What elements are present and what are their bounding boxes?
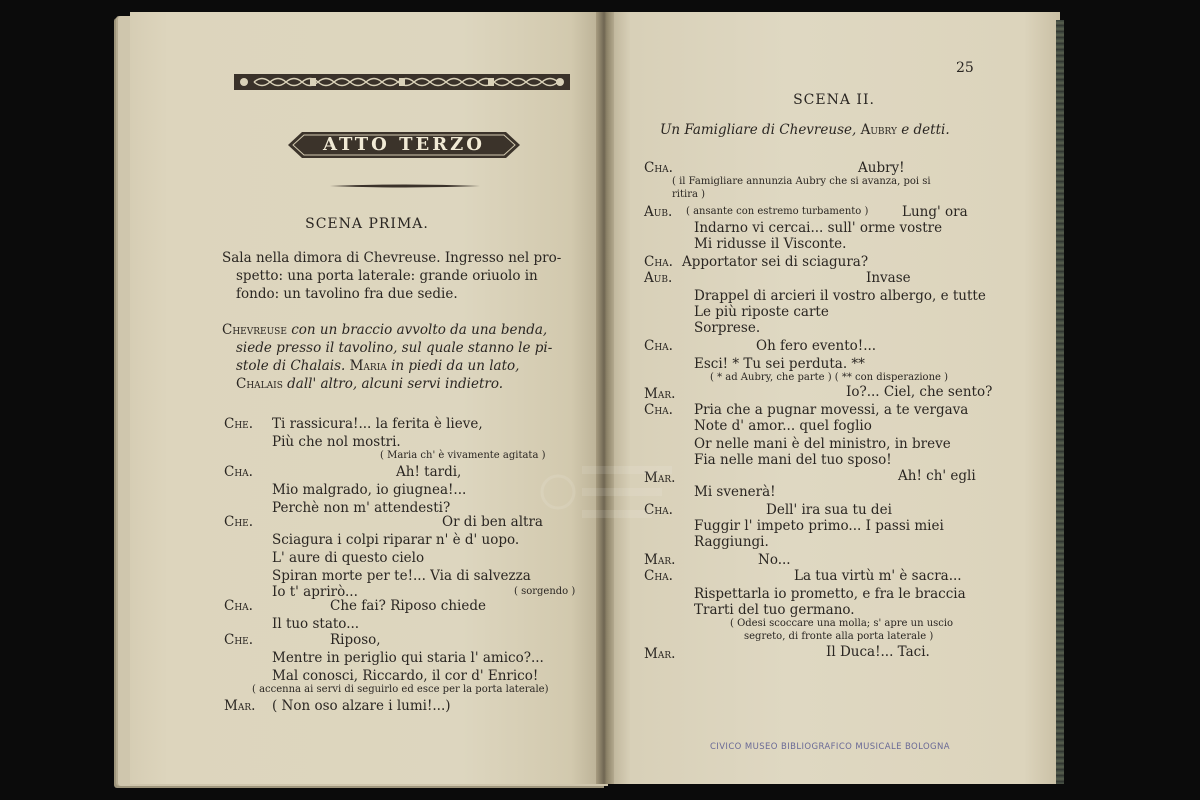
- verse-line: Io?... Ciel, che sento?: [846, 384, 993, 400]
- speaker-label: Aub.: [644, 204, 673, 220]
- verse-line: L' aure di questo cielo: [272, 550, 425, 566]
- verse-line: Spiran morte per te!... Via di salvezza: [272, 568, 531, 584]
- ornamental-rule: [330, 184, 480, 188]
- speaker-label: Che.: [224, 416, 254, 432]
- verse-line: Più che nol mostri.: [272, 434, 401, 450]
- cast-direction-line: siede presso il tavolino, sul quale stanno le pi-: [236, 340, 553, 356]
- stage-note: ( il Famigliare annunzia Aubry che si avanza, poi si: [672, 176, 931, 187]
- cast-direction-line: [236, 358, 519, 374]
- character-name: Maria: [349, 358, 387, 374]
- verse-line: Io t' aprirò...: [272, 584, 358, 600]
- library-stamp: CIVICO MUSEO BIBLIOGRAFICO MUSICALE BOLOGNA: [709, 742, 951, 752]
- museum-watermark-icon: [538, 452, 678, 532]
- verse-line: Lung' ora: [902, 204, 968, 220]
- binding-edge: [1056, 20, 1064, 784]
- speaker-label: Che.: [224, 514, 254, 530]
- verse-line: Riposo,: [330, 632, 381, 648]
- verse-line: Mal conosci, Riccardo, il cor d' Enrico!: [272, 668, 539, 684]
- verse-line: Or nelle mani è del ministro, in breve: [694, 436, 951, 452]
- verse-line: Raggiungi.: [694, 534, 769, 550]
- verse-line: Pria che a pugnar movessi, a te vergava: [694, 402, 969, 418]
- act-title: ATTO TERZO: [323, 134, 485, 155]
- speaker-label: Cha.: [644, 568, 673, 584]
- open-book: [118, 12, 1064, 790]
- character-name: Chalais: [236, 376, 283, 392]
- left-page: [130, 12, 604, 784]
- verse-line: Fuggir l' impeto primo... I passi miei: [694, 518, 944, 534]
- verse-line: ( Non oso alzare i lumi!...): [272, 698, 451, 714]
- verse-line: Drappel di arcieri il vostro albergo, e tutte: [694, 288, 986, 304]
- verse-line: Rispettarla io prometto, e fra le braccia: [694, 586, 966, 602]
- verse-line: Or di ben altra: [442, 514, 543, 530]
- character-name: Aubry: [860, 122, 897, 138]
- speaker-label: Cha.: [644, 402, 673, 418]
- verse-line: Mi svenerà!: [694, 484, 776, 500]
- cast-direction-line: [236, 376, 503, 392]
- stage-note: ( Odesi scoccare una molla; s' apre un uscio: [730, 618, 954, 629]
- stage-direction-line: fondo: un tavolino fra due sedie.: [236, 286, 458, 302]
- verse-line: Trarti del tuo germano.: [694, 602, 855, 618]
- verse-line: Esci! * Tu sei perduta. **: [694, 356, 865, 372]
- scene-title: SCENA II.: [793, 92, 875, 108]
- verse-line: Perchè non m' attendesti?: [272, 500, 451, 516]
- direction-text: in piedi da un lato,: [386, 358, 520, 374]
- verse-line: No...: [758, 552, 791, 568]
- scene-subtitle: [660, 122, 950, 138]
- speaker-label: Mar.: [224, 698, 256, 714]
- verse-line: La tua virtù m' è sacra...: [794, 568, 962, 584]
- verse-line: Mentre in periglio qui staria l' amico?...: [272, 650, 544, 666]
- verse-line: Oh fero evento!...: [756, 338, 877, 354]
- verse-line: Mio malgrado, io giugnea!...: [272, 482, 467, 498]
- verse-line: Fia nelle mani del tuo sposo!: [694, 452, 892, 468]
- speaker-label: Che.: [224, 632, 254, 648]
- speaker-label: Cha.: [224, 464, 253, 480]
- ornament-band: [234, 72, 570, 92]
- stage-note: segreto, di fronte alla porta laterale ): [744, 631, 934, 642]
- direction-text: con un braccio avvolto da una benda,: [286, 322, 548, 338]
- stage-direction-line: Sala nella dimora di Chevreuse. Ingresso nel pro-: [222, 250, 562, 266]
- verse-line: Aubry!: [858, 160, 905, 176]
- stage-note: ( * ad Aubry, che parte ) ( ** con disperazione ): [710, 372, 949, 383]
- verse-line: Dell' ira sua tu dei: [766, 502, 892, 518]
- speaker-label: Cha.: [644, 160, 673, 176]
- verse-line: Che fai? Riposo chiede: [330, 598, 486, 614]
- verse-line: Le più riposte carte: [694, 304, 829, 320]
- verse-line: Apportator sei di sciagura?: [682, 254, 869, 270]
- speaker-label: Cha.: [644, 254, 673, 270]
- cast-direction-line: [222, 322, 547, 338]
- direction-text: stole di Chalais.: [236, 358, 350, 374]
- speaker-label: Aub.: [644, 270, 673, 286]
- subtitle-text: e detti.: [896, 122, 950, 138]
- speaker-label: Cha.: [224, 598, 253, 614]
- verse-line: Ti rassicura!... la ferita è lieve,: [272, 416, 483, 432]
- stage-note: ( Maria ch' è vivamente agitata ): [380, 450, 546, 461]
- verse-line: Il tuo stato...: [272, 616, 360, 632]
- verse-line: Ah! ch' egli: [898, 468, 976, 484]
- right-page: [608, 12, 1060, 784]
- speaker-label: Mar.: [644, 386, 676, 402]
- subtitle-text: Un Famigliare di Chevreuse,: [660, 122, 861, 138]
- verse-line: Indarno vi cercai... sull' orme vostre: [694, 220, 943, 236]
- book-gutter: [596, 12, 614, 784]
- verse-line: Invase: [866, 270, 911, 286]
- stage-note: ( sorgendo ): [514, 586, 576, 597]
- scene-title: SCENA PRIMA.: [305, 216, 429, 232]
- verse-line: Note d' amor... quel foglio: [694, 418, 872, 434]
- verse-line: Sorprese.: [694, 320, 761, 336]
- verse-line: Il Duca!... Taci.: [826, 644, 930, 660]
- speaker-label: Mar.: [644, 646, 676, 662]
- stage-note: ( accenna ai servi di seguirlo ed esce per la porta laterale): [252, 684, 549, 695]
- stage-note: ( ansante con estremo turbamento ): [686, 206, 869, 217]
- page-number: 25: [956, 60, 974, 76]
- verse-line: Sciagura i colpi riparar n' è d' uopo.: [272, 532, 520, 548]
- direction-text: dall' altro, alcuni servi indietro.: [282, 376, 504, 392]
- speaker-label: Mar.: [644, 552, 676, 568]
- speaker-label: Cha.: [644, 338, 673, 354]
- speaker-label: Mar.: [644, 470, 676, 486]
- speaker-label: Cha.: [644, 502, 673, 518]
- stage-note: ritira ): [672, 189, 706, 200]
- character-name: Chevreuse: [222, 322, 287, 338]
- verse-line: Ah! tardi,: [396, 464, 462, 480]
- stage-direction-line: spetto: una porta laterale: grande oriuolo in: [236, 268, 538, 284]
- verse-line: Mi ridusse il Visconte.: [694, 236, 847, 252]
